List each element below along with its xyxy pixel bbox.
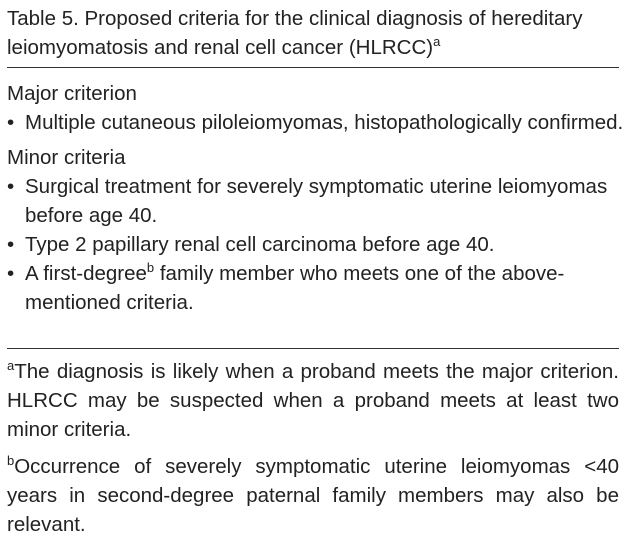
list-item <box>7 259 627 317</box>
bottom-rule <box>7 348 619 349</box>
criterion-text: Surgical treatment for severely symptomatic uterine leiomyomas before age 40. <box>25 175 608 227</box>
minor-criteria-list <box>7 172 627 317</box>
bullet-icon: • <box>7 262 15 285</box>
major-criteria-list <box>7 108 627 137</box>
list-item <box>7 172 627 230</box>
table-body <box>7 79 627 317</box>
criterion-text: Multiple cutaneous piloleiomyomas, histopathologically confirmed. <box>25 111 624 134</box>
footnote <box>7 452 619 539</box>
major-criterion-heading: Major criterion <box>7 82 137 105</box>
footnote-marker: b <box>146 260 155 275</box>
footnote-marker: b <box>7 453 15 468</box>
footnote <box>7 357 619 444</box>
bullet-icon: • <box>7 111 15 134</box>
caption-footnote-marker: a <box>433 34 441 49</box>
minor-criteria-heading: Minor criteria <box>7 146 126 169</box>
list-item <box>7 230 627 259</box>
footnote-text: Occurrence of severely symptomatic uterine leiomyomas <40 years in second-degree paternal family members may also be relevant. <box>7 455 619 536</box>
footnote-marker: a <box>7 358 15 373</box>
bullet-icon: • <box>7 175 15 198</box>
criterion-text: Type 2 papillary renal cell carcinoma before age 40. <box>25 233 495 256</box>
table-footnotes <box>7 357 619 547</box>
criterion-text-start: A first-degree <box>25 262 147 285</box>
caption-text: Table 5. Proposed criteria for the clinical diagnosis of hereditary leiomyomatosis and renal cell cancer (HLRCC) <box>7 7 583 59</box>
list-item <box>7 108 627 137</box>
footnote-text: The diagnosis is likely when a proband meets the major criterion. HLRCC may be suspected when a proband meets at least two minor criteria. <box>7 360 619 441</box>
top-rule <box>7 67 619 68</box>
criterion-text-end: family member who meets one of the above-mentioned criteria. <box>25 262 565 314</box>
bullet-icon: • <box>7 233 15 256</box>
table-caption <box>7 4 632 62</box>
